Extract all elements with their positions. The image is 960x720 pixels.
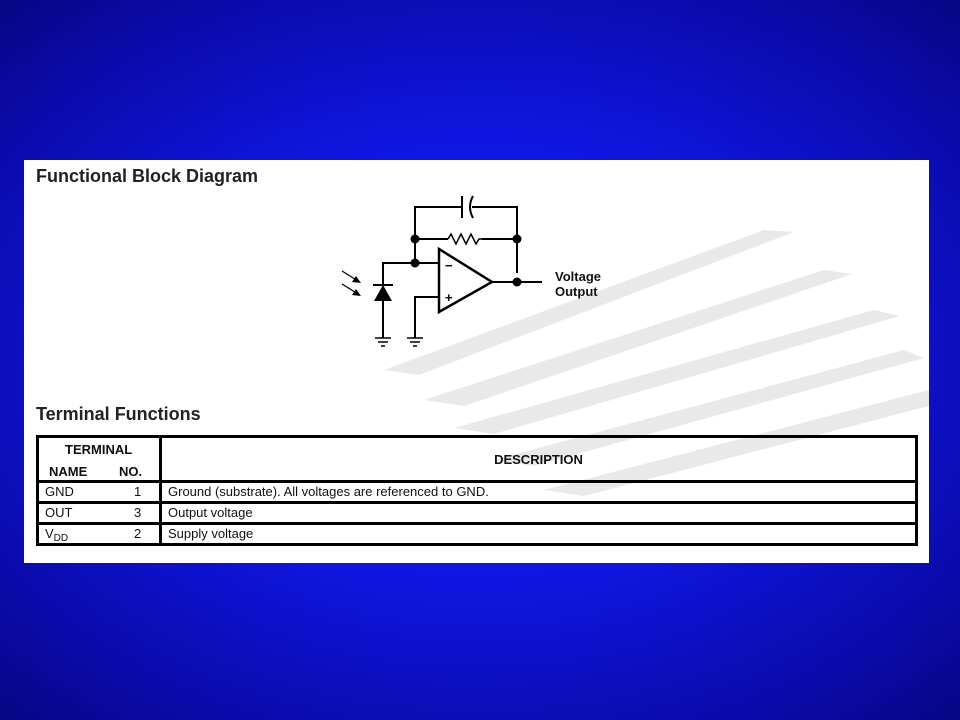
output-label-voltage: Voltage: [555, 269, 601, 284]
block-diagram-title: Functional Block Diagram: [36, 166, 259, 186]
terminal-name: GND: [45, 484, 74, 499]
light-arrows-icon: [342, 271, 361, 296]
terminal-description: Ground (substrate). All voltages are referenced to GND.: [161, 482, 917, 503]
resistor-symbol: [448, 234, 482, 244]
header-terminal: TERMINAL: [65, 442, 133, 457]
capacitor-symbol: [462, 196, 473, 218]
terminal-number: 3: [134, 505, 142, 520]
terminal-cell: [38, 503, 161, 524]
table-row: [38, 524, 917, 545]
header-name: NAME: [49, 464, 88, 479]
terminal-name-vdd: [45, 525, 68, 545]
opamp-inverting-sign: −: [445, 258, 453, 273]
output-label-output: Output: [555, 284, 598, 299]
content-panel: [24, 160, 929, 563]
header-description: DESCRIPTION: [161, 437, 917, 482]
terminal-description: Output voltage: [161, 503, 917, 524]
terminal-cell: [38, 482, 161, 503]
terminal-functions-table: [36, 435, 918, 546]
photodiode-symbol: [373, 285, 393, 301]
circuit-diagram: [24, 160, 929, 360]
header-terminal-cell: [38, 437, 161, 482]
header-no: NO.: [119, 464, 143, 479]
terminal-name-main: V: [45, 526, 54, 541]
terminal-description: Supply voltage: [161, 524, 917, 545]
terminal-number: 2: [134, 526, 142, 541]
terminal-cell: [38, 524, 161, 545]
ground-symbol-right: [407, 338, 423, 346]
terminal-name: OUT: [45, 505, 73, 520]
ground-symbol-left: [375, 338, 391, 346]
terminal-name-subscript: DD: [53, 533, 69, 544]
opamp-noninverting-sign: +: [445, 290, 453, 305]
terminal-functions-title: Terminal Functions: [36, 404, 201, 424]
table-row: [38, 482, 917, 503]
table-row: [38, 503, 917, 524]
terminal-number: 1: [134, 484, 142, 499]
table-header-row: [38, 437, 917, 482]
